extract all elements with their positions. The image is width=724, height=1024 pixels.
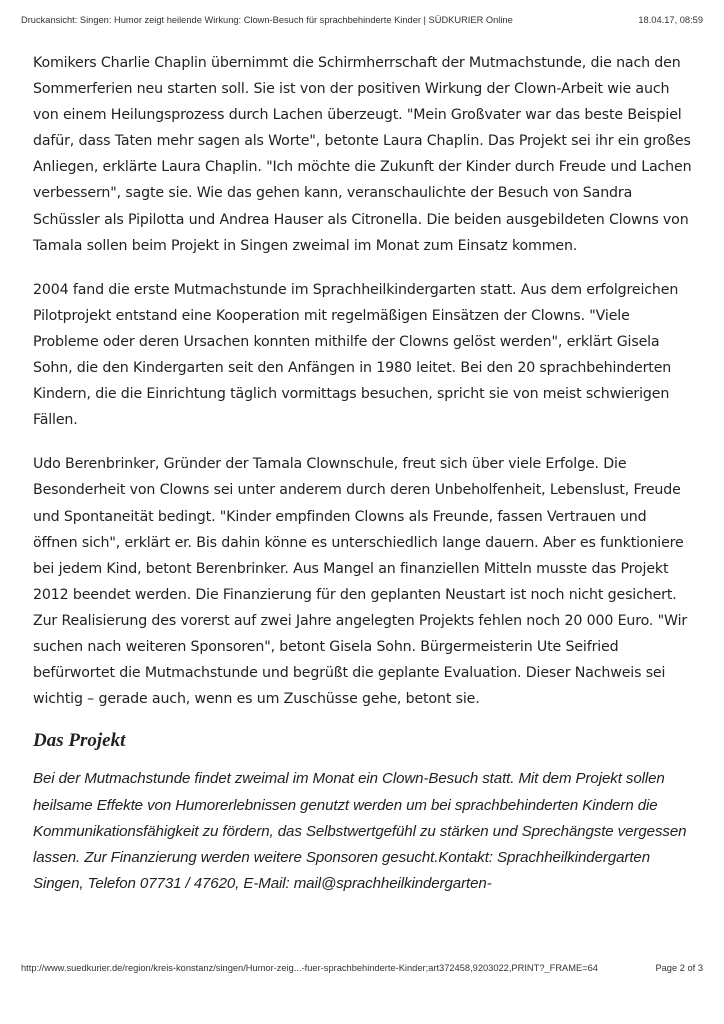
page-title: Druckansicht: Singen: Humor zeigt heilende Wirkung: Clown-Besuch für sprachbehinderte Kinder | SÜDKURIER Online xyxy=(21,15,513,25)
print-header xyxy=(21,15,703,25)
page-url: http://www.suedkurier.de/region/kreis-konstanz/singen/Humor-zeig...-fuer-sprachbehinderte-Kinder;art372458,9203022,PRINT?_FRAME=64 xyxy=(21,963,598,973)
page-number: Page 2 of 3 xyxy=(655,963,703,973)
print-footer xyxy=(21,963,703,973)
print-datetime: 18.04.17, 08:59 xyxy=(638,15,703,25)
article-body xyxy=(33,50,693,898)
section-text: Bei der Mutmachstunde findet zweimal im Monat ein Clown-Besuch statt. Mit dem Projekt sollen heilsame Effekte von Humorerlebnissen genutzt werden um bei sprachbehinderten Kindern die Kommunikationsfähigkeit zu fördern, das Selbstwertgefühl zu stärken und Sprechängste vergessen lassen. Zur Finanzierung werden weitere Sponsoren gesucht.Kontakt: Sprachheilkindergarten Singen, Telefon 07731 / 47620, E-Mail: mail@sprachheilkindergarten- xyxy=(33,770,687,893)
article-paragraph: Udo Berenbrinker, Gründer der Tamala Clownschule, freut sich über viele Erfolge. Die Besonderheit von Clowns sei unter anderem durch deren Unbeholfenheit, Lebenslust, Freude und Spontaneität bedingt. "Kinder empfinden Clowns als Freunde, fassen Vertrauen und öffnen sich", erklärt er. Bis dahin könne es unterschiedlich lange dauern. Aber es funktioniere bei jedem Kind, betont Berenbrinker. Aus Mangel an finanziellen Mitteln musste das Projekt 2012 beendet werden. Die Finanzierung für den geplanten Neustart ist noch nicht gesichert. Zur Realisierung des vorerst auf zwei Jahre angelegten Projekts fehlen noch 20 000 Euro. "Wir suchen nach weiteren Sponsoren", betont Gisela Sohn. Bürgermeisterin Ute Seifried befürwortet die Mutmachstunde und begrüßt die geplante Evaluation. Dieser Nachweis sei wichtig – gerade auch, wenn es um Zuschüsse gehe, betont sie. xyxy=(33,456,688,708)
section-title: Das Projekt xyxy=(33,730,126,752)
article-paragraph: Komikers Charlie Chaplin übernimmt die Schirmherrschaft der Mutmachstunde, die nach den Sommerferien neu starten soll. Sie ist von der positiven Wirkung der Clown-Arbeit wie auch von einem Heilungsprozess durch Lachen überzeugt. "Mein Großvater war das beste Beispiel dafür, dass Taten mehr sagen als Worte", betonte Laura Chaplin. Das Projekt sei ihr ein großes Anliegen, erklärte Laura Chaplin. "Ich möchte die Zukunft der Kinder durch Freude und Lachen verbessern", sagte sie. Wie das gehen kann, veranschaulichte der Besuch von Sandra Schüssler als Pipilotta und Andrea Hauser als Citronella. Die beiden ausgebildeten Clowns von Tamala sollen beim Projekt in Singen zweimal im Monat zum Einsatz kommen. xyxy=(33,55,692,254)
article-paragraph: 2004 fand die erste Mutmachstunde im Sprachheilkindergarten statt. Aus dem erfolgreichen Pilotprojekt entstand eine Kooperation mit regelmäßigen Einsätzen der Clowns. "Viele Probleme oder deren Ursachen konnten mithilfe der Clowns gelöst werden", erklärt Gisela Sohn, die den Kindergarten seit den Anfängen in 1980 leitet. Bei den 20 sprachbehinderten Kindern, die die Einrichtung täglich vormittags besuchen, spricht sie von meist schwierigen Fällen. xyxy=(33,281,679,429)
